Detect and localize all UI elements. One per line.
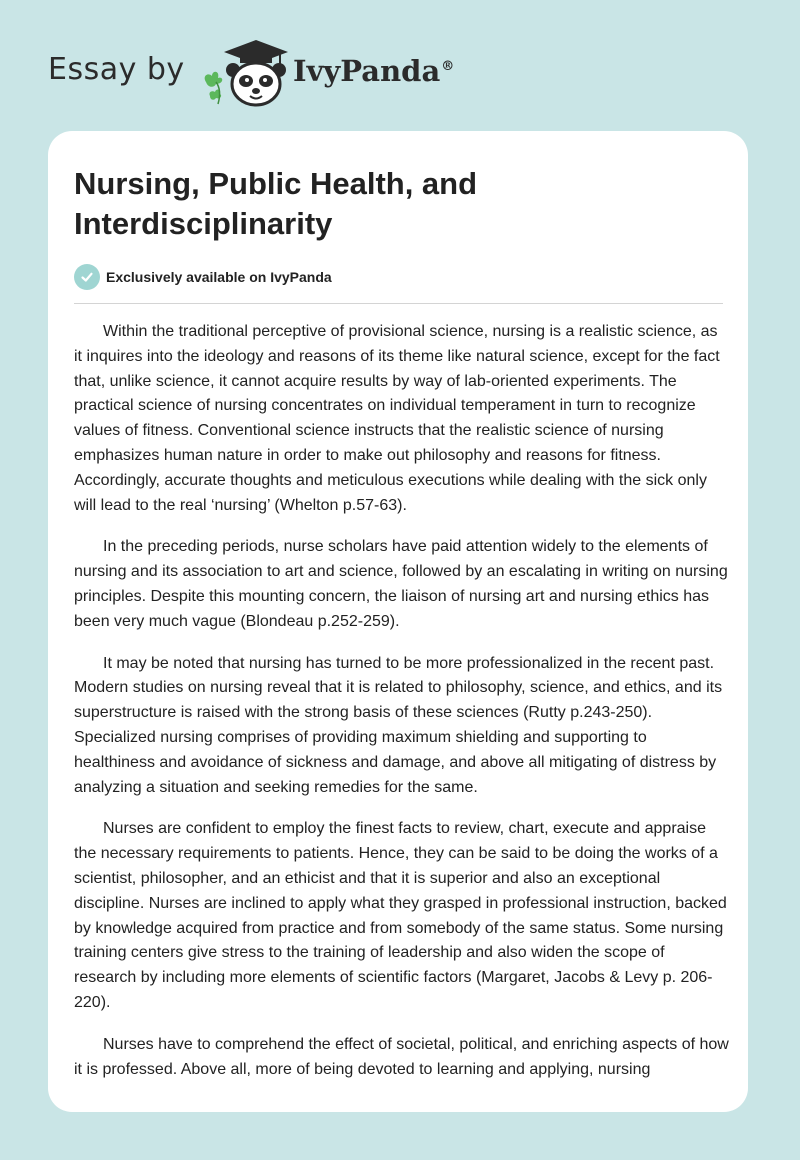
exclusive-badge: [74, 264, 332, 290]
body-paragraph: Nurses have to comprehend the effect of societal, political, and enriching aspects of how it is professed. Above all, more of being devoted to learning and applying, nursing: [74, 1035, 729, 1078]
essay-body: [74, 320, 729, 1099]
ivypanda-brand-name[interactable]: [293, 54, 454, 88]
registered-mark: ®: [441, 59, 455, 75]
site-header: [48, 38, 508, 108]
body-paragraph: Nurses are confident to employ the finest facts to review, chart, execute and appraise the necessary requirements to patients. Hence, they can be said to be doing the works of a scientist, philosopher, and an ethicist and that it is superior and also an exceptional discipline. Nurses are inclined to apply what they grasped in professional instruction, backed by knowledge acquired from practice and from somebody of the same status. Some nursing training centers give stress to the training of leadership and also widen the scope of research by including more elements of scientific factors (Margaret, Jacobs & Levy p. 206-220).: [74, 820, 727, 1011]
essay-title: Nursing, Public Health, and Interdisciplinarity: [74, 166, 478, 241]
exclusive-badge-label: Exclusively available on IvyPanda: [106, 269, 332, 285]
ivypanda-logo-icon[interactable]: [200, 38, 290, 108]
essay-card: [48, 131, 748, 1112]
body-paragraph: In the preceding periods, nurse scholars have paid attention widely to the elements of nursing and its association to art and science, followed by an escalating in writing on nursing principles. Despite this mounting concern, the liaison of nursing art and nursing ethics has been very much vague (Blondeau p.252-259).: [74, 538, 728, 630]
body-paragraph: Within the traditional perceptive of provisional science, nursing is a realistic science, as it inquires into the ideology and reasons of its theme like natural science, except for the fact that, unlike science, it cannot acquire results by way of lab-oriented experiments. The practical science of nursing concentrates on individual temperament in turn to recognize values of fitness. Conventional science instructs that the realistic science of nursing emphasizes human nature in order to make out philosophy and reasons for fitness. Accordingly, accurate thoughts and meticulous executions while dealing with the sick only will lead to the real ‘nursing’ (Whelton p.57-63).: [74, 323, 720, 514]
essay-by-label: Essay by: [48, 52, 185, 87]
check-circle-icon: [74, 264, 100, 290]
title-divider: [74, 303, 723, 304]
body-paragraph: It may be noted that nursing has turned to be more professionalized in the recent past. Modern studies on nursing reveal that it is related to philosophy, science, and ethics, and its superstructure is raised with the strong basis of these sciences (Rutty p.243-250). Specialized nursing comprises of providing maximum shielding and supporting to healthiness and avoidance of sickness and damage, and above all mitigating of distress by analyzing a situation and seeking remedies for the same.: [74, 654, 723, 796]
brand-text: IvyPanda: [293, 54, 441, 88]
